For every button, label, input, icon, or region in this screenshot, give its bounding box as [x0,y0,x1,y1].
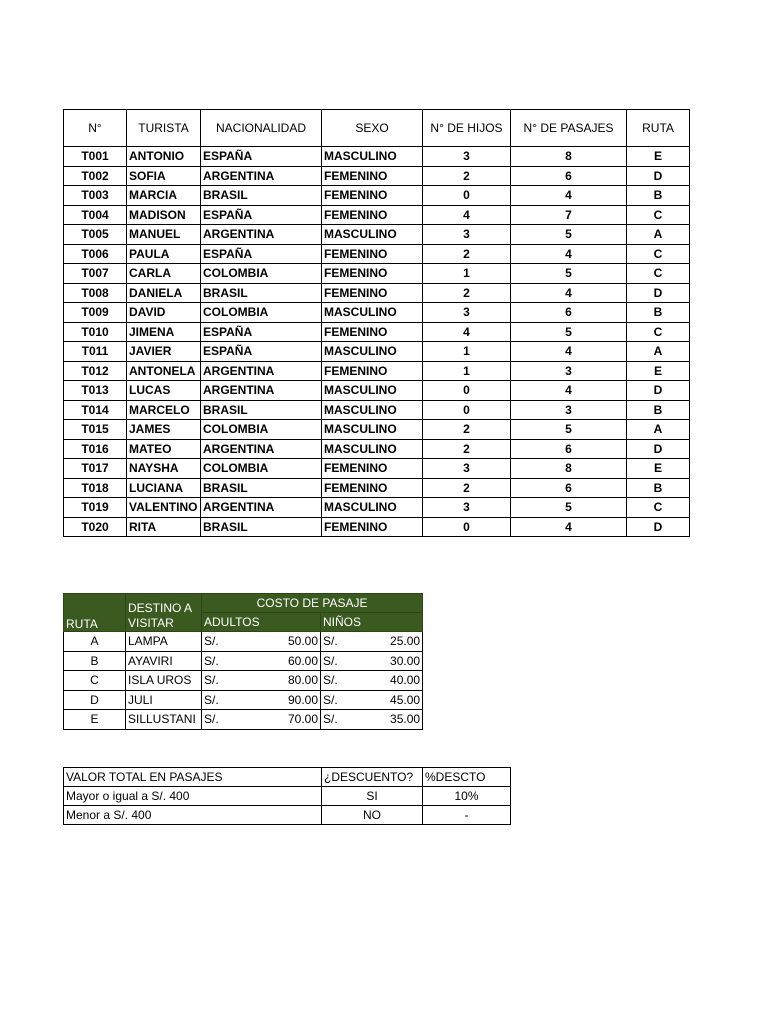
cell-nacionalidad[interactable]: ESPAÑA [201,205,322,225]
table-row [64,806,511,825]
cell-pasajes[interactable]: 4 [511,517,627,537]
table-row [64,361,690,381]
cell-hijos[interactable]: 2 [423,439,511,459]
cell-currency-adultos[interactable]: S/. [202,671,232,691]
cell-ruta[interactable]: E [627,459,690,479]
cell-pasajes[interactable]: 8 [511,147,627,167]
cell-hijos[interactable]: 3 [423,459,511,479]
header-ruta[interactable]: RUTA [64,594,126,632]
table-row [64,322,690,342]
cell-currency-adultos[interactable]: S/. [202,632,232,652]
header-valor-total[interactable]: VALOR TOTAL EN PASAJES [64,768,322,787]
cell-turista[interactable]: LUCAS [127,381,201,401]
cell-pasajes[interactable]: 4 [511,283,627,303]
cell-turista[interactable]: DAVID [127,303,201,323]
cell-numero[interactable]: T015 [64,420,127,440]
table-row [64,517,690,537]
cell-numero[interactable]: T012 [64,361,127,381]
header-turista[interactable]: TURISTA [127,110,201,147]
cell-currency-adultos[interactable]: S/. [202,651,232,671]
cell-turista[interactable]: PAULA [127,244,201,264]
cell-nacionalidad[interactable]: COLOMBIA [201,303,322,323]
cell-sexo[interactable]: MASCULINO [322,381,423,401]
table-row [64,690,423,710]
cell-currency-ninos[interactable]: S/. [321,690,351,710]
cell-hijos[interactable]: 1 [423,342,511,362]
cell-sexo[interactable]: MASCULINO [322,498,423,518]
cell-turista[interactable]: MADISON [127,205,201,225]
cell-nacionalidad[interactable]: BRASIL [201,400,322,420]
cell-sexo[interactable]: FEMENINO [322,361,423,381]
cell-sexo[interactable]: MASCULINO [322,420,423,440]
header-nacionalidad[interactable]: NACIONALIDAD [201,110,322,147]
cell-pasajes[interactable]: 5 [511,322,627,342]
cell-hijos[interactable]: 1 [423,264,511,284]
cell-turista[interactable]: ANTONIO [127,147,201,167]
cell-ruta[interactable]: B [64,651,126,671]
cell-ruta[interactable]: E [627,361,690,381]
discount-header-row [64,768,511,787]
cell-sexo[interactable]: FEMENINO [322,264,423,284]
cell-hijos[interactable]: 3 [423,225,511,245]
cell-ruta[interactable]: C [627,322,690,342]
cell-ninos[interactable]: 35.00 [351,710,423,730]
cell-turista[interactable]: JAMES [127,420,201,440]
cell-sexo[interactable]: FEMENINO [322,459,423,479]
header-adultos[interactable]: ADULTOS [202,613,321,632]
cell-numero[interactable]: T008 [64,283,127,303]
cell-nacionalidad[interactable]: BRASIL [201,517,322,537]
cell-valor-total[interactable]: Menor a S/. 400 [64,806,322,825]
table-row [64,147,690,167]
cell-currency-adultos[interactable]: S/. [202,710,232,730]
cell-nacionalidad[interactable]: ARGENTINA [201,381,322,401]
cell-ruta[interactable]: B [627,303,690,323]
cell-ninos[interactable]: 30.00 [351,651,423,671]
discount-table [63,767,511,825]
tourists-header-row [64,110,690,147]
cell-sexo[interactable]: FEMENINO [322,244,423,264]
cell-pasajes[interactable]: 3 [511,361,627,381]
cell-ruta[interactable]: A [64,632,126,652]
cell-sexo[interactable]: FEMENINO [322,283,423,303]
cell-numero[interactable]: T007 [64,264,127,284]
cell-sexo[interactable]: FEMENINO [322,186,423,206]
cell-sexo[interactable]: FEMENINO [322,517,423,537]
cell-currency-adultos[interactable]: S/. [202,690,232,710]
table-row [64,264,690,284]
cell-turista[interactable]: CARLA [127,264,201,284]
cell-ruta[interactable]: C [64,671,126,691]
cell-numero[interactable]: T002 [64,166,127,186]
cell-numero[interactable]: T019 [64,498,127,518]
cell-hijos[interactable]: 2 [423,166,511,186]
cell-pasajes[interactable]: 6 [511,478,627,498]
cell-currency-ninos[interactable]: S/. [321,651,351,671]
cell-turista[interactable]: MATEO [127,439,201,459]
tourists-body [64,147,690,537]
cell-descuento[interactable]: SI [322,787,423,806]
cell-adultos[interactable]: 70.00 [232,710,321,730]
cell-sexo[interactable]: MASCULINO [322,303,423,323]
cell-pasajes[interactable]: 3 [511,400,627,420]
cell-ruta[interactable]: D [627,517,690,537]
cell-hijos[interactable]: 3 [423,303,511,323]
cell-nacionalidad[interactable]: ESPAÑA [201,244,322,264]
cell-numero[interactable]: T013 [64,381,127,401]
cell-ruta[interactable]: D [627,439,690,459]
cell-destino[interactable]: AYAVIRI [126,651,202,671]
cell-numero[interactable]: T005 [64,225,127,245]
cell-adultos[interactable]: 90.00 [232,690,321,710]
cell-nacionalidad[interactable]: ARGENTINA [201,439,322,459]
cell-hijos[interactable]: 3 [423,498,511,518]
cell-ruta[interactable]: C [627,498,690,518]
cell-hijos[interactable]: 2 [423,478,511,498]
cell-hijos[interactable]: 2 [423,420,511,440]
cell-descuento[interactable]: NO [322,806,423,825]
header-descuento[interactable]: ¿DESCUENTO? [322,768,423,787]
cell-ruta[interactable]: A [627,225,690,245]
cell-hijos[interactable]: 3 [423,147,511,167]
cell-turista[interactable]: ANTONELA [127,361,201,381]
cell-nacionalidad[interactable]: BRASIL [201,283,322,303]
cell-ruta[interactable]: E [627,147,690,167]
table-row [64,632,423,652]
cell-nacionalidad[interactable]: ESPAÑA [201,342,322,362]
cell-pasajes[interactable]: 5 [511,264,627,284]
cell-adultos[interactable]: 50.00 [232,632,321,652]
cell-numero[interactable]: T020 [64,517,127,537]
cell-numero[interactable]: T014 [64,400,127,420]
table-row [64,342,690,362]
cell-numero[interactable]: T017 [64,459,127,479]
header-sexo[interactable]: SEXO [322,110,423,147]
cell-turista[interactable]: RITA [127,517,201,537]
cell-hijos[interactable]: 2 [423,283,511,303]
cell-hijos[interactable]: 0 [423,400,511,420]
cell-nacionalidad[interactable]: BRASIL [201,186,322,206]
routes-header-row-1 [64,594,423,613]
cell-hijos[interactable]: 1 [423,361,511,381]
cell-numero[interactable]: T018 [64,478,127,498]
cell-numero[interactable]: T004 [64,205,127,225]
cell-currency-ninos[interactable]: S/. [321,710,351,730]
cell-turista[interactable]: LUCIANA [127,478,201,498]
cell-pasajes[interactable]: 7 [511,205,627,225]
table-row [64,205,690,225]
table-row [64,400,690,420]
cell-nacionalidad[interactable]: ARGENTINA [201,166,322,186]
cell-destino[interactable]: SILLUSTANI [126,710,202,730]
cell-numero[interactable]: T011 [64,342,127,362]
cell-ninos[interactable]: 45.00 [351,690,423,710]
cell-hijos[interactable]: 0 [423,381,511,401]
cell-ruta[interactable]: E [64,710,126,730]
routes-body [64,632,423,730]
cell-numero[interactable]: T010 [64,322,127,342]
cell-adultos[interactable]: 80.00 [232,671,321,691]
header-costo-pasaje[interactable]: COSTO DE PASAJE [202,594,423,613]
header-ninos[interactable]: NIÑOS [321,613,423,632]
header-ruta[interactable]: RUTA [627,110,690,147]
table-row [64,498,690,518]
cell-ruta[interactable]: A [627,342,690,362]
cell-turista[interactable]: SOFIA [127,166,201,186]
cell-ruta[interactable]: B [627,478,690,498]
header-numero[interactable]: N° [64,110,127,147]
cell-pasajes[interactable]: 4 [511,342,627,362]
table-row [64,478,690,498]
cell-ruta[interactable]: C [627,244,690,264]
header-pasajes[interactable]: N° DE PASAJES [511,110,627,147]
table-row [64,787,511,806]
cell-ruta[interactable]: C [627,264,690,284]
table-row [64,186,690,206]
tourists-table [63,109,690,537]
cell-turista[interactable]: JAVIER [127,342,201,362]
cell-ninos[interactable]: 25.00 [351,632,423,652]
table-row [64,244,690,264]
cell-hijos[interactable]: 0 [423,186,511,206]
cell-numero[interactable]: T009 [64,303,127,323]
cell-sexo[interactable]: MASCULINO [322,342,423,362]
cell-turista[interactable]: JIMENA [127,322,201,342]
cell-nacionalidad[interactable]: COLOMBIA [201,420,322,440]
cell-nacionalidad[interactable]: COLOMBIA [201,264,322,284]
table-row [64,420,690,440]
cell-ruta[interactable]: B [627,400,690,420]
cell-sexo[interactable]: MASCULINO [322,147,423,167]
cell-turista[interactable]: NAYSHA [127,459,201,479]
cell-sexo[interactable]: FEMENINO [322,322,423,342]
cell-ruta[interactable]: D [627,381,690,401]
cell-numero[interactable]: T006 [64,244,127,264]
cell-pasajes[interactable]: 5 [511,420,627,440]
cell-sexo[interactable]: FEMENINO [322,205,423,225]
cell-turista[interactable]: VALENTINO [127,498,201,518]
table-row [64,283,690,303]
table-row [64,303,690,323]
cell-nacionalidad[interactable]: ARGENTINA [201,498,322,518]
cell-pasajes[interactable]: 6 [511,166,627,186]
table-row [64,651,423,671]
table-row [64,459,690,479]
cell-numero[interactable]: T003 [64,186,127,206]
table-row [64,439,690,459]
cell-ninos[interactable]: 40.00 [351,671,423,691]
cell-sexo[interactable]: MASCULINO [322,225,423,245]
header-hijos[interactable]: N° DE HIJOS [423,110,511,147]
header-destino[interactable]: DESTINO A VISITAR [126,594,202,632]
cell-numero[interactable]: T001 [64,147,127,167]
cell-destino[interactable]: ISLA UROS [126,671,202,691]
cell-hijos[interactable]: 2 [423,244,511,264]
header-porcentaje[interactable]: %DESCTO [423,768,511,787]
routes-cost-table [63,593,423,730]
cell-nacionalidad[interactable]: ARGENTINA [201,361,322,381]
cell-porcentaje[interactable]: - [423,806,511,825]
cell-sexo[interactable]: MASCULINO [322,400,423,420]
cell-nacionalidad[interactable]: ESPAÑA [201,147,322,167]
cell-sexo[interactable]: FEMENINO [322,478,423,498]
cell-ruta[interactable]: D [627,283,690,303]
cell-nacionalidad[interactable]: ARGENTINA [201,225,322,245]
cell-numero[interactable]: T016 [64,439,127,459]
table-row [64,710,423,730]
cell-turista[interactable]: MANUEL [127,225,201,245]
cell-currency-ninos[interactable]: S/. [321,671,351,691]
cell-pasajes[interactable]: 8 [511,459,627,479]
cell-porcentaje[interactable]: 10% [423,787,511,806]
cell-hijos[interactable]: 4 [423,322,511,342]
cell-nacionalidad[interactable]: ESPAÑA [201,322,322,342]
cell-pasajes[interactable]: 4 [511,244,627,264]
cell-turista[interactable]: MARCIA [127,186,201,206]
table-row [64,671,423,691]
cell-destino[interactable]: JULI [126,690,202,710]
cell-sexo[interactable]: MASCULINO [322,439,423,459]
discount-body [64,787,511,825]
cell-nacionalidad[interactable]: COLOMBIA [201,459,322,479]
cell-pasajes[interactable]: 4 [511,186,627,206]
cell-adultos[interactable]: 60.00 [232,651,321,671]
cell-turista[interactable]: DANIELA [127,283,201,303]
cell-ruta[interactable]: B [627,186,690,206]
cell-pasajes[interactable]: 6 [511,439,627,459]
cell-pasajes[interactable]: 4 [511,381,627,401]
cell-ruta[interactable]: D [627,166,690,186]
cell-nacionalidad[interactable]: BRASIL [201,478,322,498]
table-row [64,381,690,401]
cell-pasajes[interactable]: 6 [511,303,627,323]
table-row [64,225,690,245]
cell-hijos[interactable]: 0 [423,517,511,537]
cell-destino[interactable]: LAMPA [126,632,202,652]
cell-ruta[interactable]: C [627,205,690,225]
cell-valor-total[interactable]: Mayor o igual a S/. 400 [64,787,322,806]
cell-pasajes[interactable]: 5 [511,498,627,518]
cell-hijos[interactable]: 4 [423,205,511,225]
cell-currency-ninos[interactable]: S/. [321,632,351,652]
cell-pasajes[interactable]: 5 [511,225,627,245]
table-row [64,166,690,186]
cell-ruta[interactable]: A [627,420,690,440]
cell-sexo[interactable]: FEMENINO [322,166,423,186]
cell-turista[interactable]: MARCELO [127,400,201,420]
cell-ruta[interactable]: D [64,690,126,710]
